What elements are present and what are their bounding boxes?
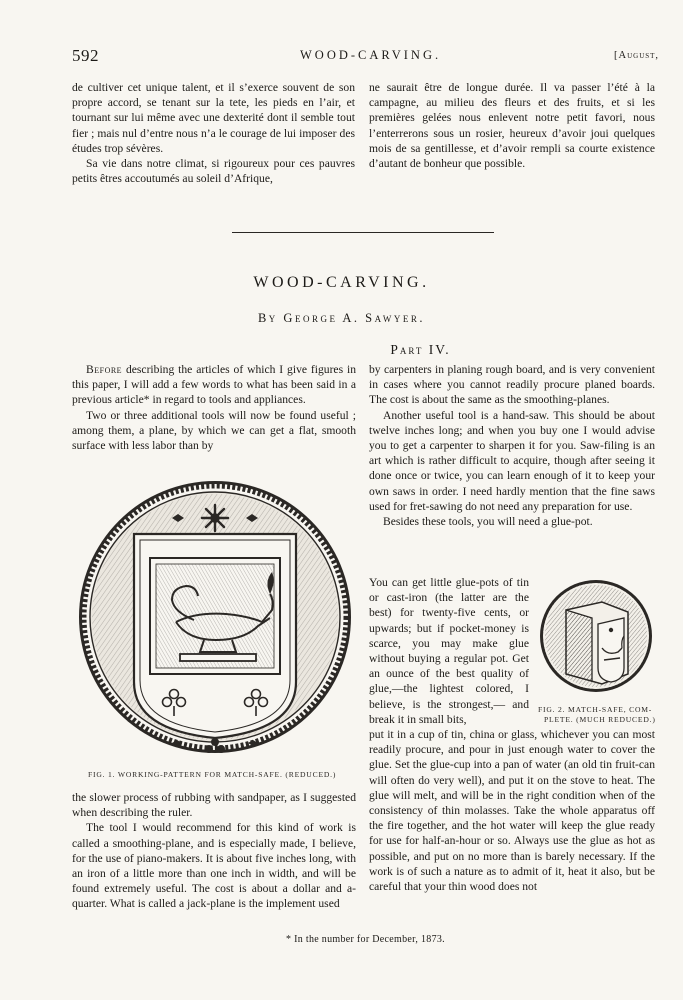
right-column-narrow	[369, 575, 529, 727]
figure-2-match-safe-complete	[536, 576, 654, 700]
footnote	[0, 934, 683, 945]
paragraph: The tool I would recommend for this kind of work is called a smoothing-plane, and is especially made, I believe, for the use of piano-makers. It is about five inches long, with an iron of a little more than one inch in width, and will be found extremely useful. The cost is about a dollar and a-quarter. What is called a jack-plane is the implement used	[72, 821, 356, 911]
right-column-top	[369, 362, 655, 529]
section-divider	[232, 232, 494, 233]
paragraph: by carpenters in planing rough board, and is very convenient in cases where you cannot readily procure planed boards. The cost is about the same as the smoothing-planes.	[369, 363, 655, 407]
running-title: WOOD-CARVING.	[300, 48, 442, 62]
top-right-column	[369, 80, 655, 171]
figure-1-match-safe-pattern	[76, 472, 354, 762]
paragraph: the slower process of rubbing with sandpaper, as I suggested when describing the ruler.	[72, 791, 356, 820]
figure-1-caption: FIG. 1. WORKING-PATTERN FOR MATCH-SAFE. (REDUCED.)	[88, 770, 337, 779]
paragraph: You can get little glue-pots of tin or cast-iron (the latter are the best) for twenty-five cents, or upwards; but if pocket-money is scarce, you may make glue without buying a regular pot. Get an ounce of the best quality of glue,—the lightest colored, I believe, is the strongest,— and break it in small bits,	[369, 576, 529, 726]
paragraph-text: describing the articles of which I give figures in this paper, I will add a few words to what has been said in a previous article* in regard to tools and appliances.	[72, 363, 356, 407]
page-number: 592	[72, 46, 99, 65]
figure-2-caption-line-2: PLETE. (MUCH REDUCED.)	[544, 715, 656, 724]
paragraph	[72, 362, 356, 408]
running-month: [August,	[614, 50, 660, 61]
article-title: WOOD-CARVING.	[253, 274, 430, 291]
left-column-bottom	[72, 790, 356, 912]
paragraph: ne saurait être de longue durée. Il va passer l’été à la campagne, au milieu des fleurs et des fruits, et si les premières gelées nous enlevent notre petit favori, nous l’enterrerons sous un rosier, heureux d’avoir joui quelques mois de sa gentillesse, et d’avoir rempli sa courte existence d’autant de bonheur que possible.	[369, 81, 655, 171]
left-column-top	[72, 362, 356, 453]
right-column-bottom	[369, 727, 655, 894]
paragraph: Sa vie dans notre climat, si rigoureux pour ces pauvres petits êtres accoutumés au soleil d’Afrique,	[72, 157, 355, 186]
drop-lead: Before	[86, 363, 123, 376]
footnote-text: * In the number for December, 1873.	[286, 934, 445, 945]
part-label: Part IV.	[390, 342, 451, 357]
article-byline: By George A. Sawyer.	[257, 311, 426, 325]
figure-2-caption-line-1: FIG. 2. MATCH-SAFE, COM-	[538, 705, 653, 714]
paragraph: Besides these tools, you will need a glue-pot.	[383, 515, 593, 529]
paragraph: de cultiver cet unique talent, et il s’exerce souvent de son propre accord, se tenant sur la tete, les pieds en l’air, et tournant sur lui même avec une dexterité dont il semble tout fier ; mais nul d’entre nous n’a le courage de lui imposer des études trop sévères.	[72, 81, 355, 155]
paragraph: Another useful tool is a hand-saw. This should be about twelve inches long; and when you buy one I would advise you to get a carpenter to sharpen it for you. Saw-filing is an art which is rather difficult to acquire, though after seeing it done once or twice, you can learn enough of it to keep your own saws in order. I need hardly mention that the fine saws used for fret-sawing do not need any preparation for use.	[369, 408, 655, 513]
article-part	[0, 342, 683, 358]
paragraph: Two or three additional tools will now be found useful ; among them, a plane, by which we can get a flat, smooth surface with less labor than by	[72, 408, 356, 453]
top-left-column	[72, 80, 355, 186]
paragraph: put it in a cup of tin, china or glass, whichever you can most readily procure, and pour in just enough water to cover the glue. Set the glue-cup into a pan of water (an old tin fruit-can will often do very well), and put it on the stove to heat. The glue will melt, and will be in the right condition when of the consistency of thin molasses. Take the whole apparatus off the fire together, and the hot water will keep the glue ready for use for half-an-hour or so. Always use the glue as hot as possible, and put on no more than is barely necessary. If the work is of such a nature as to admit of it, heat it also, but be careful that your thin wood does not	[369, 728, 655, 894]
